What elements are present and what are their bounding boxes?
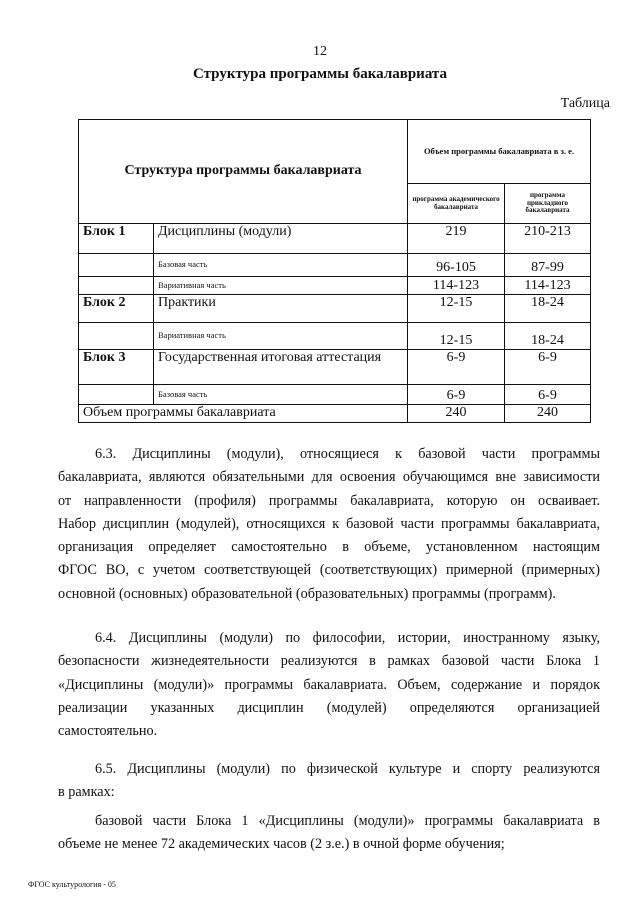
text-line: базовой части Блока 1 «Дисциплины (модули)» программы бакалавриата в [95,813,600,829]
text-line: бакалавриата, являются обязательными для освоения обучающимся вне зависимости [58,469,600,486]
header-academic: программа академического бакалавриата [408,184,505,224]
text-line: безопасности жизнедеятельности реализуются в рамках базовой части Блока 1 [58,653,600,670]
block-label: Блок 2 [79,295,154,323]
text-line: 6.3. Дисциплины (модули), относящиеся к базовой части программы [95,446,600,462]
row-name: Государственная итоговая аттестация [154,350,408,385]
row-name: Вариативная часть [154,323,408,350]
table-row [79,254,591,277]
page-title: Структура программы бакалавриата [193,66,447,82]
total-academic: 240 [408,405,505,423]
row-name: Базовая часть [154,254,408,277]
value-academic: 12-15 [408,323,505,350]
value-academic: 219 [408,224,505,254]
header-volume: Объем программы бакалавриата в з. е. [408,120,591,184]
header-applied: программа прикладного бакалавриата [505,184,591,224]
page-number: 12 [313,44,327,59]
block-label: Блок 1 [79,224,154,254]
paragraph-6-4 [58,627,600,743]
table-row-total [79,405,591,423]
text-line: самостоятельно. [58,723,158,740]
text-line: в рамках: [58,784,115,801]
value-academic: 6-9 [408,385,505,405]
page-footer: ФГОС культурология - 05 [28,880,116,889]
value-academic: 114-123 [408,277,505,295]
block-label [79,277,154,295]
value-applied: 210-213 [505,224,591,254]
text-line: основной (основных) образовательной (образовательных) программы (программ). [58,585,556,602]
paragraph-6-5-item [58,810,600,857]
text-line: от направленности (профиля) программы бакалавриата, которую он осваивает. [58,492,600,509]
table-row [79,295,591,323]
text-line: Набор дисциплин (модулей), относящихся к базовой части программы бакалавриата, [58,515,600,532]
value-applied: 18-24 [505,323,591,350]
table-row [79,323,591,350]
table-row [79,224,591,254]
text-line: реализации указанных дисциплин (модулей) определяются организацией [58,699,600,716]
text-line: объеме не менее 72 академических часов (2 з.е.) в очной форме обучения; [58,836,505,853]
row-name: Дисциплины (модули) [154,224,408,254]
text-line: организация определяет самостоятельно в объеме, установленном настоящим [58,539,600,556]
text-line: 6.4. Дисциплины (модули) по философии, истории, иностранному языку, [95,630,600,646]
block-label [79,385,154,405]
table-row [79,277,591,295]
text-line: ФГОС ВО, с учетом соответствующей (соответствующих) примерной (примерных) [58,562,600,579]
block-label: Блок 3 [79,350,154,385]
value-academic: 96-105 [408,254,505,277]
value-academic: 6-9 [408,350,505,385]
row-name: Практики [154,295,408,323]
value-applied: 87-99 [505,254,591,277]
value-applied: 6-9 [505,350,591,385]
header-structure: Структура программы бакалавриата [79,120,408,224]
paragraph-6-3 [58,443,600,606]
total-applied: 240 [505,405,591,423]
row-name: Базовая часть [154,385,408,405]
text-line: 6.5. Дисциплины (модули) по физической культуре и спорту реализуются [95,761,600,777]
value-academic: 12-15 [408,295,505,323]
total-label: Объем программы бакалавриата [79,405,408,423]
table-row [79,385,591,405]
paragraph-6-5 [58,758,600,805]
block-label [79,254,154,277]
table-caption: Таблица [560,96,610,111]
value-applied: 6-9 [505,385,591,405]
row-name: Вариативная часть [154,277,408,295]
value-applied: 114-123 [505,277,591,295]
text-line: «Дисциплины (модули)» программы бакалавриата. Объем, содержание и порядок [58,676,600,693]
value-applied: 18-24 [505,295,591,323]
table-row [79,350,591,385]
block-label [79,323,154,350]
program-structure-table [78,119,591,423]
